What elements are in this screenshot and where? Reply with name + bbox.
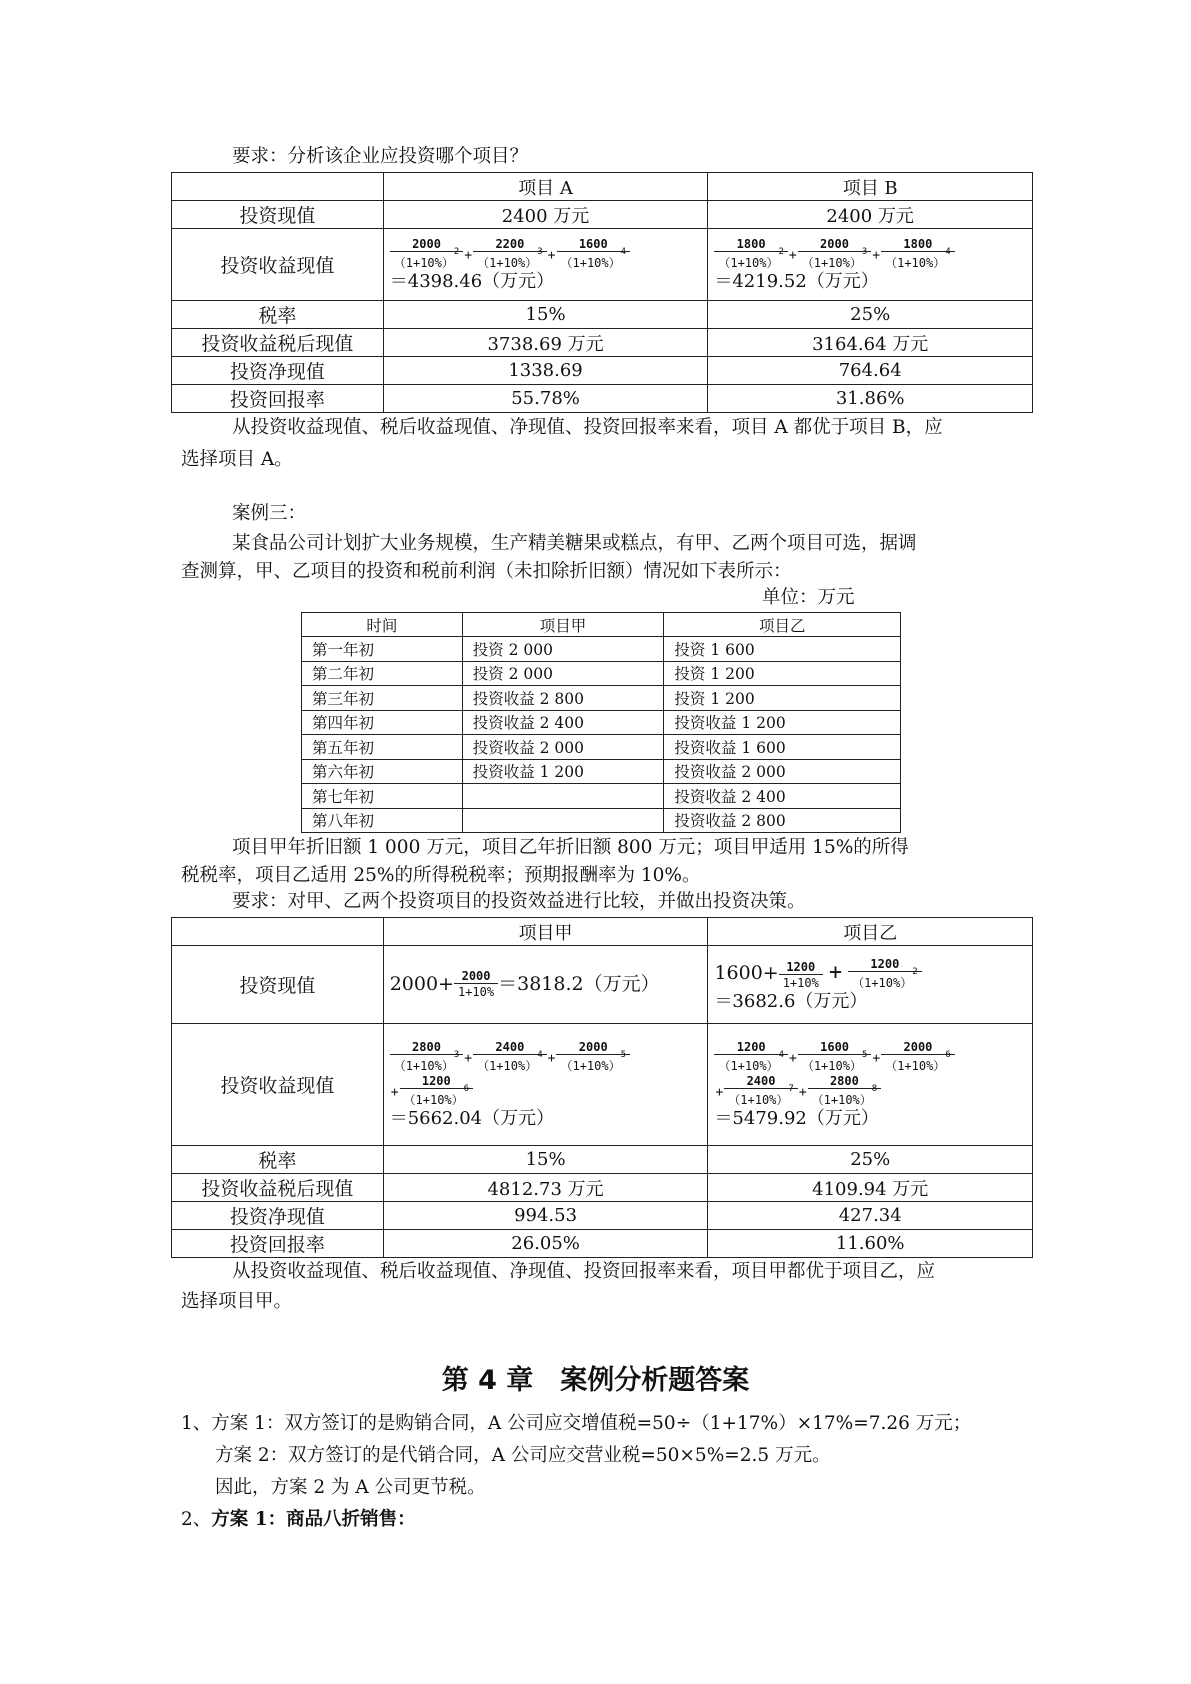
comparison-table-jia-yi bbox=[171, 917, 1033, 1258]
cell-value: 4109.94 万元 bbox=[708, 1174, 1033, 1202]
cell-value: 2400 万元 bbox=[708, 201, 1033, 229]
answer-bold-heading: 方案 1：商品八折销售： bbox=[211, 1509, 416, 1530]
header-project-yi: 项目乙 bbox=[708, 918, 1033, 946]
requirement-line: 要求：对甲、乙两个投资项目的投资效益进行比较，并做出投资决策。 bbox=[232, 891, 806, 912]
answer-line: 1、方案 1：双方签订的是购销合同，A 公司应交增值税=50÷（1+17%）×17%=7.26 万元； bbox=[181, 1413, 972, 1434]
row-label: 投资收益税后现值 bbox=[172, 1174, 384, 1202]
formula-cell bbox=[383, 1024, 708, 1146]
table-cell: 第四年初 bbox=[302, 710, 463, 735]
formula: + $\frac{2400}{(1+10\%)^7}$ + $\frac{2800}{(1+10\%)^8}$ bbox=[714, 1074, 881, 1108]
formula-cell: 2000+ $\frac{2000}{1+10\%}$ ＝3818.2（万元） bbox=[383, 946, 708, 1024]
table-cell: 投资收益 2 800 bbox=[462, 686, 664, 711]
case-title: 案例三： bbox=[232, 503, 307, 524]
conclusion-line: 从投资收益现值、税后收益现值、净现值、投资回报率来看，项目 A 都优于项目 B，应 bbox=[232, 417, 943, 438]
table-cell: 投资收益 2 400 bbox=[664, 784, 901, 809]
table-cell: 投资收益 1 200 bbox=[664, 710, 901, 735]
answer-line bbox=[181, 1506, 416, 1533]
formula-cell bbox=[383, 229, 708, 301]
formula-result: ＝3682.6（万元） bbox=[714, 990, 868, 1012]
comparison-table-ab bbox=[171, 172, 1033, 413]
unit-label: 单位：万元 bbox=[762, 587, 855, 608]
table-cell bbox=[462, 808, 664, 833]
header-time: 时间 bbox=[302, 613, 463, 637]
requirement-line: 要求：分析该企业应投资哪个项目？ bbox=[232, 146, 529, 167]
cell-value: 1338.69 bbox=[383, 357, 708, 385]
table-cell: 投资收益 1 200 bbox=[462, 759, 664, 784]
chapter-heading: 第 4 章 案例分析题答案 bbox=[441, 1365, 750, 1396]
formula: $\frac{2800}{(1+10\%)^3}$ + $\frac{2400}{(1+10\%)^4}$ + $\frac{2000}{(1+10\%)^5}$ bbox=[390, 1040, 630, 1074]
cell-value: 764.64 bbox=[708, 357, 1033, 385]
table-cell: 投资 1 200 bbox=[664, 661, 901, 686]
row-label: 投资收益现值 bbox=[172, 1024, 384, 1146]
case-text-line: 查测算，甲、乙项目的投资和税前利润（未扣除折旧额）情况如下表所示： bbox=[181, 561, 792, 582]
row-label: 投资收益现值 bbox=[172, 229, 384, 301]
cell-value: 11.60% bbox=[708, 1230, 1033, 1258]
table-cell: 投资收益 2 400 bbox=[462, 710, 664, 735]
conclusion-line: 从投资收益现值、税后收益现值、净现值、投资回报率来看，项目甲都优于项目乙，应 bbox=[232, 1261, 936, 1282]
row-label: 投资回报率 bbox=[172, 385, 384, 413]
table-cell: 投资 2 000 bbox=[462, 637, 664, 662]
cell-value: 427.34 bbox=[708, 1202, 1033, 1230]
formula-result: ＝4398.46（万元） bbox=[389, 270, 555, 292]
cell-value: 3164.64 万元 bbox=[708, 329, 1033, 357]
cell-value: 31.86% bbox=[708, 385, 1033, 413]
table-cell: 投资收益 1 600 bbox=[664, 735, 901, 760]
row-label: 投资现值 bbox=[172, 946, 384, 1024]
table-cell: 投资 1 600 bbox=[664, 637, 901, 662]
conclusion-line: 选择项目 A。 bbox=[181, 449, 293, 470]
formula: + $\frac{1200}{(1+10\%)^6}$ bbox=[390, 1074, 473, 1108]
table-cell: 第五年初 bbox=[302, 735, 463, 760]
project-data-table bbox=[301, 612, 901, 833]
depreciation-line: 税税率，项目乙适用 25%的所得税税率；预期报酬率为 10%。 bbox=[181, 865, 701, 886]
header-cell-empty bbox=[172, 173, 384, 201]
answer-line: 因此，方案 2 为 A 公司更节税。 bbox=[215, 1477, 486, 1498]
row-label: 投资回报率 bbox=[172, 1230, 384, 1258]
formula-cell bbox=[708, 1024, 1033, 1146]
formula-result: ＝4219.52（万元） bbox=[714, 270, 879, 292]
cell-value: 2400 万元 bbox=[383, 201, 708, 229]
table-cell: 第七年初 bbox=[302, 784, 463, 809]
formula: $\frac{1200}{(1+10\%)^4}$ + $\frac{1600}{(1+10\%)^5}$ + $\frac{2000}{(1+10\%)^6}$ bbox=[714, 1040, 954, 1074]
formula-cell: 1600+ $\frac{1200}{1+10\%}$ + $\frac{1200}{(1+10\%)^2}$ ＝3682.6（万元） bbox=[708, 946, 1033, 1024]
table-cell: 第三年初 bbox=[302, 686, 463, 711]
row-label: 税率 bbox=[172, 1146, 384, 1174]
table-cell: 第二年初 bbox=[302, 661, 463, 686]
table-cell: 投资收益 2 800 bbox=[664, 808, 901, 833]
formula: $\frac{2000}{(1+10\%)^2}$ + $\frac{2200}{(1+10\%)^3}$ + $\frac{1600}{(1+10\%)^4}$ bbox=[390, 237, 630, 271]
cell-value: 25% bbox=[708, 1146, 1033, 1174]
cell-value: 25% bbox=[708, 301, 1033, 329]
table-cell: 第八年初 bbox=[302, 808, 463, 833]
header-project-b: 项目 B bbox=[708, 173, 1033, 201]
answer-number: 2、 bbox=[181, 1509, 212, 1530]
cell-value: 4812.73 万元 bbox=[383, 1174, 708, 1202]
table-cell: 投资 2 000 bbox=[462, 661, 664, 686]
formula-result: ＝5662.04（万元） bbox=[389, 1107, 555, 1129]
cell-value: 55.78% bbox=[383, 385, 708, 413]
cell-value: 3738.69 万元 bbox=[383, 329, 708, 357]
header-project-a: 项目 A bbox=[383, 173, 708, 201]
row-label: 投资净现值 bbox=[172, 1202, 384, 1230]
formula: $\frac{1800}{(1+10\%)^2}$ + $\frac{2000}{(1+10\%)^3}$ + $\frac{1800}{(1+10\%)^4}$ bbox=[714, 237, 954, 271]
cell-value: 26.05% bbox=[383, 1230, 708, 1258]
header-cell-empty bbox=[172, 918, 384, 946]
formula-result: ＝3818.2（万元） bbox=[498, 972, 660, 995]
row-label: 税率 bbox=[172, 301, 384, 329]
cell-value: 994.53 bbox=[383, 1202, 708, 1230]
header-project-jia: 项目甲 bbox=[462, 613, 664, 637]
cell-value: 15% bbox=[383, 1146, 708, 1174]
cell-value: 15% bbox=[383, 301, 708, 329]
table-cell bbox=[462, 784, 664, 809]
header-project-jia: 项目甲 bbox=[383, 918, 708, 946]
row-label: 投资现值 bbox=[172, 201, 384, 229]
answer-line: 方案 2：双方签订的是代销合同，A 公司应交营业税=50×5%=2.5 万元。 bbox=[215, 1445, 831, 1466]
case-text-line: 某食品公司计划扩大业务规模，生产精美糖果或糕点，有甲、乙两个项目可选，据调 bbox=[232, 533, 917, 554]
table-cell: 第六年初 bbox=[302, 759, 463, 784]
conclusion-line: 选择项目甲。 bbox=[181, 1291, 293, 1312]
formula-result: ＝5479.92（万元） bbox=[714, 1107, 879, 1129]
row-label: 投资净现值 bbox=[172, 357, 384, 385]
table-cell: 投资 1 200 bbox=[664, 686, 901, 711]
table-cell: 投资收益 2 000 bbox=[664, 759, 901, 784]
formula-cell bbox=[708, 229, 1033, 301]
row-label: 投资收益税后现值 bbox=[172, 329, 384, 357]
table-cell: 投资收益 2 000 bbox=[462, 735, 664, 760]
depreciation-line: 项目甲年折旧额 1 000 万元，项目乙年折旧额 800 万元；项目甲适用 15%的所得 bbox=[232, 837, 909, 858]
table-cell: 第一年初 bbox=[302, 637, 463, 662]
header-project-yi: 项目乙 bbox=[664, 613, 901, 637]
